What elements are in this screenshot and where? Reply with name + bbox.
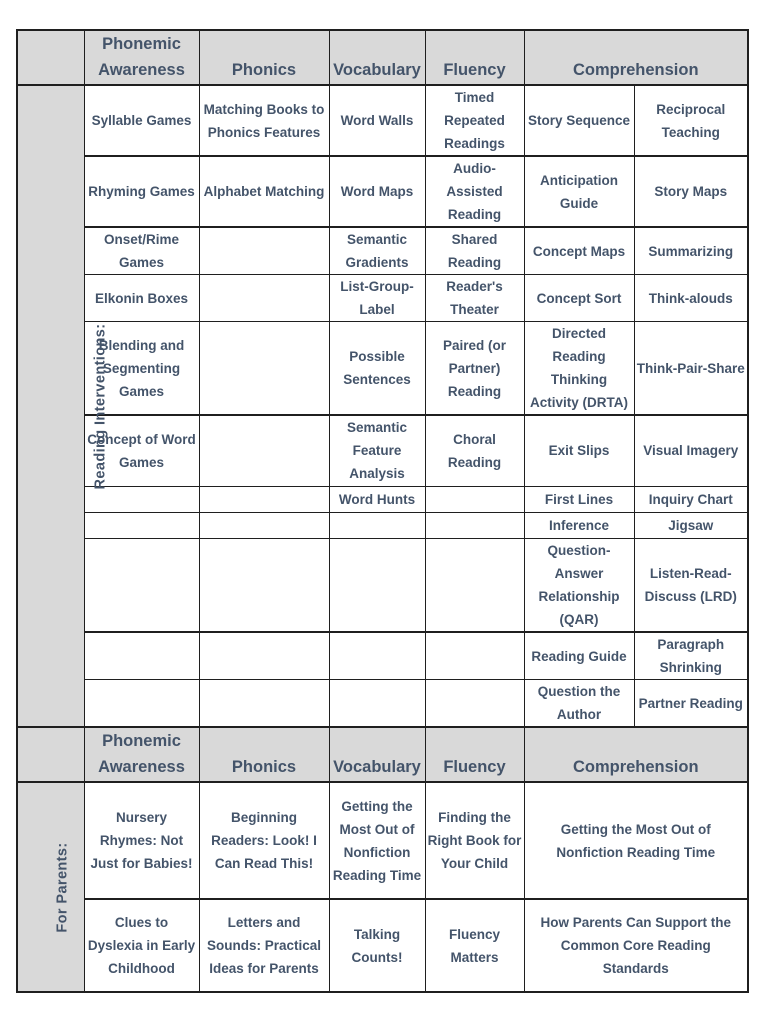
header-corner bbox=[17, 727, 84, 782]
table-cell: How Parents Can Support the Common Core Reading Standards bbox=[524, 899, 748, 992]
table-cell: Directed Reading Thinking Activity (DRTA) bbox=[524, 322, 634, 416]
side-label-text: For Parents: bbox=[54, 842, 71, 933]
table-cell: List-Group-Label bbox=[329, 275, 425, 322]
header-phonemic-awareness: Phonemic Awareness bbox=[84, 30, 199, 85]
table-cell bbox=[199, 275, 329, 322]
table-cell bbox=[199, 227, 329, 275]
table-cell: Inquiry Chart bbox=[634, 486, 748, 512]
table-cell: Concept Sort bbox=[524, 275, 634, 322]
table-cell: Think-Pair-Share bbox=[634, 322, 748, 416]
table-cell bbox=[84, 538, 199, 632]
table-row bbox=[17, 275, 748, 322]
table-cell: Shared Reading bbox=[425, 227, 524, 275]
table-cell bbox=[199, 680, 329, 728]
table-cell: Clues to Dyslexia in Early Childhood bbox=[84, 899, 199, 992]
table-cell bbox=[329, 680, 425, 728]
table-cell bbox=[329, 632, 425, 680]
table-cell: Story Maps bbox=[634, 156, 748, 227]
table-cell: Syllable Games bbox=[84, 85, 199, 156]
table-cell bbox=[329, 512, 425, 538]
table-cell: Rhyming Games bbox=[84, 156, 199, 227]
table-cell: Concept of Word Games bbox=[84, 415, 199, 486]
table-cell: Letters and Sounds: Practical Ideas for Parents bbox=[199, 899, 329, 992]
table-cell: Visual Imagery bbox=[634, 415, 748, 486]
side-label-for-parents bbox=[17, 782, 84, 992]
header-phonics: Phonics bbox=[199, 30, 329, 85]
table-cell: Concept Maps bbox=[524, 227, 634, 275]
table-row bbox=[17, 512, 748, 538]
table-cell bbox=[84, 632, 199, 680]
table-cell: Inference bbox=[524, 512, 634, 538]
header-fluency: Fluency bbox=[425, 30, 524, 85]
table-cell: Timed Repeated Readings bbox=[425, 85, 524, 156]
table-row bbox=[17, 680, 748, 728]
header-row bbox=[17, 30, 748, 85]
header-comprehension: Comprehension bbox=[524, 30, 748, 85]
table-cell bbox=[425, 486, 524, 512]
table-cell: Elkonin Boxes bbox=[84, 275, 199, 322]
table-row bbox=[17, 322, 748, 416]
header-corner bbox=[17, 30, 84, 85]
table-cell bbox=[425, 680, 524, 728]
table-cell: Exit Slips bbox=[524, 415, 634, 486]
header-fluency: Fluency bbox=[425, 727, 524, 782]
table-cell bbox=[199, 322, 329, 416]
table-cell: Reciprocal Teaching bbox=[634, 85, 748, 156]
header-vocabulary: Vocabulary bbox=[329, 30, 425, 85]
table-cell bbox=[84, 512, 199, 538]
table-cell: Beginning Readers: Look! I Can Read This! bbox=[199, 782, 329, 899]
table-cell bbox=[199, 538, 329, 632]
table-cell bbox=[199, 415, 329, 486]
table-cell: Reading Guide bbox=[524, 632, 634, 680]
table-row bbox=[17, 156, 748, 227]
table-row bbox=[17, 227, 748, 275]
table-cell: Question-Answer Relationship (QAR) bbox=[524, 538, 634, 632]
table-row bbox=[17, 782, 748, 899]
table-cell bbox=[84, 680, 199, 728]
table-cell: Paired (or Partner) Reading bbox=[425, 322, 524, 416]
table-cell: Question the Author bbox=[524, 680, 634, 728]
reading-strategies-table bbox=[16, 29, 749, 993]
table-cell: Word Hunts bbox=[329, 486, 425, 512]
table-cell: Summarizing bbox=[634, 227, 748, 275]
table-cell: Jigsaw bbox=[634, 512, 748, 538]
table-row bbox=[17, 85, 748, 156]
table-row bbox=[17, 486, 748, 512]
table-cell bbox=[199, 632, 329, 680]
table-cell: Think-alouds bbox=[634, 275, 748, 322]
table-cell: Anticipation Guide bbox=[524, 156, 634, 227]
table-cell: Getting the Most Out of Nonfiction Reading Time bbox=[329, 782, 425, 899]
header-phonics: Phonics bbox=[199, 727, 329, 782]
table-row bbox=[17, 899, 748, 992]
table-row bbox=[17, 632, 748, 680]
header-vocabulary: Vocabulary bbox=[329, 727, 425, 782]
table-cell: Listen-Read-Discuss (LRD) bbox=[634, 538, 748, 632]
table-cell bbox=[199, 486, 329, 512]
table-cell bbox=[84, 486, 199, 512]
table-row bbox=[17, 538, 748, 632]
table-cell: Onset/Rime Games bbox=[84, 227, 199, 275]
table-row bbox=[17, 415, 748, 486]
table-cell: First Lines bbox=[524, 486, 634, 512]
table-cell: Talking Counts! bbox=[329, 899, 425, 992]
table-cell: Blending and Segmenting Games bbox=[84, 322, 199, 416]
table-cell: Getting the Most Out of Nonfiction Reading Time bbox=[524, 782, 748, 899]
side-label-reading-interventions bbox=[17, 85, 109, 727]
table-cell: Alphabet Matching bbox=[199, 156, 329, 227]
table-cell: Story Sequence bbox=[524, 85, 634, 156]
table-cell: Audio-Assisted Reading bbox=[425, 156, 524, 227]
table-cell: Word Walls bbox=[329, 85, 425, 156]
table-cell: Matching Books to Phonics Features bbox=[199, 85, 329, 156]
table-cell bbox=[329, 538, 425, 632]
side-label-text: Reading Interventions: bbox=[92, 323, 109, 490]
header-phonemic-awareness: Phonemic Awareness bbox=[84, 727, 199, 782]
table-cell: Partner Reading bbox=[634, 680, 748, 728]
table-cell: Reader's Theater bbox=[425, 275, 524, 322]
header-row bbox=[17, 727, 748, 782]
table-cell: Paragraph Shrinking bbox=[634, 632, 748, 680]
table-cell: Finding the Right Book for Your Child bbox=[425, 782, 524, 899]
table-cell bbox=[199, 512, 329, 538]
table-cell: Nursery Rhymes: Not Just for Babies! bbox=[84, 782, 199, 899]
table-cell: Semantic Gradients bbox=[329, 227, 425, 275]
table-cell: Semantic Feature Analysis bbox=[329, 415, 425, 486]
table-cell: Choral Reading bbox=[425, 415, 524, 486]
table-cell: Word Maps bbox=[329, 156, 425, 227]
header-comprehension: Comprehension bbox=[524, 727, 748, 782]
table-cell: Possible Sentences bbox=[329, 322, 425, 416]
table-cell: Fluency Matters bbox=[425, 899, 524, 992]
table-cell bbox=[425, 538, 524, 632]
table-cell bbox=[425, 632, 524, 680]
table-cell bbox=[425, 512, 524, 538]
